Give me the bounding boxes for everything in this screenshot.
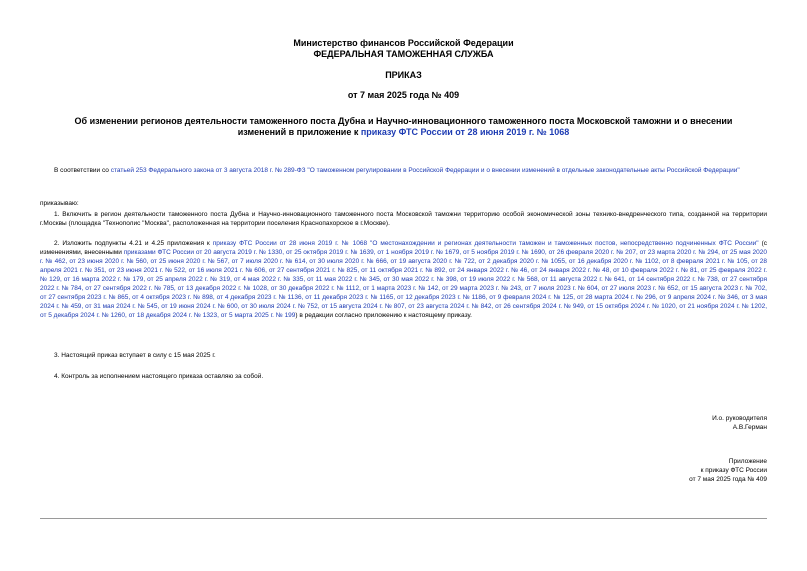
law-article-link[interactable]: статьей 253 Федерального закона от 3 августа 2018 г. № 289-ФЗ "О таможенном регулировании в Российской Федерации и о внесении изменений в отдельные законодательные акты Российской Федерации"	[110, 167, 740, 174]
appendix-block	[547, 457, 767, 484]
paragraph-1: 1. Включить в регион деятельности таможенного поста Дубна и Научно-инновационного таможенного поста Московской таможни территорию особой экономической зоны технико-внедренческого типа, созданной на территории г.Москвы (площадка "Технополис "Москва", расположенная на территории поселения Краснопахорское в г.Москве).	[40, 211, 767, 227]
appendix-line-1: к приказу ФТС России	[700, 467, 767, 474]
intro-paragraph	[40, 166, 767, 175]
document-date-number: от 7 мая 2025 года № 409	[347, 90, 460, 100]
amending-orders-link[interactable]: приказами ФТС России от 20 августа 2019 г. № 1330, от 25 октября 2019 г. № 1639, от 1 ноября 2019 г. № 1679, от 5 ноября 2019 г. № 1690, от 26 февраля 2020 г. № 207, от 23 марта 2020 г. № 294, от 25 мая 2020 г. № 462, от 23 июня 2020 г. № 560, от 25 июня 2020 г. № 567, от 7 июля 2020 г. № 614, от 30 июля 2020 г. № 666, от 19 августа 2020 г. № 722, от 2 декабря 2020 г. № 1055, от 16 декабря 2020 г. № 1102, от 8 февраля 2021 г. № 105, от 28 апреля 2021 г. № 351, от 23 июня 2021 г. № 522, от 16 июля 2021 г. № 606, от 27 сентября 2021 г. № 825, от 11 октября 2021 г. № 892, от 24 января 2022 г. № 46, от 24 января 2022 г. № 48, от 10 февраля 2022 г. № 81, от 25 февраля 2022 г. № 129, от 16 марта 2022 г. № 179, от 25 апреля 2022 г. № 319, от 4 мая 2022 г. № 335, от 11 мая 2022 г. № 345, от 30 мая 2022 г. № 398, от 19 июля 2022 г. № 568, от 11 августа 2022 г. № 641, от 14 сентября 2022 г. № 738, от 27 сентября 2022 г. № 784, от 27 сентября 2022 г. № 785, от 13 декабря 2022 г. № 1028, от 30 декабря 2022 г. № 1112, от 1 марта 2023 г. № 142, от 29 марта 2023 г. № 243, от 7 июля 2023 г. № 604, от 27 июля 2023 г. № 652, от 15 августа 2023 г. № 702, от 27 сентября 2023 г. № 865, от 4 октября 2023 г. № 898, от 4 декабря 2023 г. № 1136, от 11 декабря 2023 г. № 1165, от 12 декабря 2023 г. № 1186, от 9 февраля 2024 г. № 125, от 28 марта 2024 г. № 296, от 9 апреля 2024 г. № 346, от 3 мая 2024 г. № 459, от 31 мая 2024 г. № 545, от 19 июня 2024 г. № 600, от 30 июля 2024 г. № 752, от 15 августа 2024 г. № 807, от 23 августа 2024 г. № 842, от 26 сентября 2024 г. № 949, от 15 октября 2024 г. № 1020, от 21 ноября 2024 г. № 1202, от 5 декабря 2024 г. № 1260, от 18 декабря 2024 г. № 1323, от 5 марта 2025 г. № 199	[40, 249, 767, 319]
bottom-divider	[40, 518, 767, 519]
order-1068-link[interactable]: приказу ФТС России от 28 июня 2019 г. № 1068 "О местонахождении и регионах деятельности таможен и таможенных постов, непосредственно подчиненных ФТС России"	[212, 240, 759, 247]
document-title	[52, 116, 755, 138]
signature-block	[547, 414, 767, 432]
document-type: ПРИКАЗ	[385, 70, 422, 80]
paragraph-2	[40, 239, 767, 320]
service-name: ФЕДЕРАЛЬНАЯ ТАМОЖЕННАЯ СЛУЖБА	[313, 49, 494, 59]
ministry-name: Министерство финансов Российской Федерации	[293, 38, 514, 48]
paragraph-2-suffix: ) в редакции согласно приложению к настоящему приказу.	[295, 312, 472, 319]
document-page	[40, 0, 767, 571]
signatory-name: А.В.Герман	[732, 424, 767, 431]
order-verb: приказываю:	[40, 200, 79, 207]
signatory-position: И.о. руководителя	[712, 415, 767, 422]
paragraph-2-mid: (с изменениями, внесенными	[40, 240, 767, 256]
document-title-text: Об изменении регионов деятельности таможенного поста Дубна и Научно-инновационного таможенного поста Московской таможни и о внесении изменений в приложение к	[74, 116, 733, 137]
paragraph-2-prefix: 2. Изложить подпункты 4.21 и 4.25 приложения к	[54, 240, 213, 247]
intro-prefix: В соответствии со	[54, 167, 111, 174]
appendix-line-2: от 7 мая 2025 года № 409	[689, 476, 767, 483]
paragraph-3: 3. Настоящий приказ вступает в силу с 15 мая 2025 г.	[54, 352, 216, 359]
paragraph-4: 4. Контроль за исполнением настоящего приказа оставляю за собой.	[54, 373, 264, 380]
appendix-title: Приложение	[728, 458, 767, 465]
title-order-link[interactable]: приказу ФТС России от 28 июня 2019 г. № 1068	[360, 127, 570, 137]
